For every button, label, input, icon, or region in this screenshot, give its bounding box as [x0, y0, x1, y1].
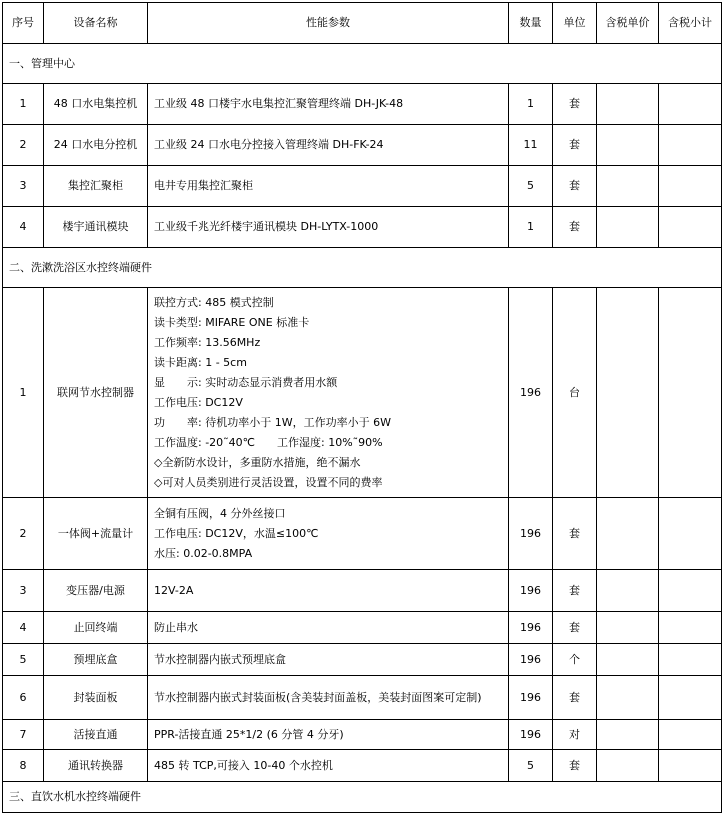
performance-params — [148, 84, 509, 125]
row-number: 2 — [3, 498, 44, 570]
subtotal-cell — [659, 644, 722, 676]
performance-params — [148, 570, 509, 612]
subtotal-cell — [659, 750, 722, 782]
performance-params — [148, 207, 509, 248]
unit: 套 — [553, 207, 597, 248]
performance-params — [148, 720, 509, 750]
unit-price-cell — [597, 288, 659, 498]
row-number: 6 — [3, 676, 44, 720]
subtotal-cell — [659, 207, 722, 248]
device-name: 楼宇通讯模块 — [44, 207, 148, 248]
subtotal-cell — [659, 166, 722, 207]
header-name: 设备名称 — [44, 3, 148, 44]
unit-price-cell — [597, 644, 659, 676]
param-line: 工业级千兆光纤楼宇通讯模块 DH-LYTX-1000 — [154, 220, 379, 233]
quantity: 196 — [509, 676, 553, 720]
subtotal-cell — [659, 676, 722, 720]
quantity: 196 — [509, 644, 553, 676]
table-row — [3, 676, 722, 720]
unit: 台 — [553, 288, 597, 498]
unit: 套 — [553, 166, 597, 207]
param-line: PPR-活接直通 25*1/2 (6 分管 4 分牙) — [154, 727, 344, 741]
table-row — [3, 612, 722, 644]
header-qty: 数量 — [509, 3, 553, 44]
device-name: 一体阀+流量计 — [44, 498, 148, 570]
unit-price-cell — [597, 498, 659, 570]
section-title: 一、管理中心 — [3, 44, 722, 84]
unit-price-cell — [597, 125, 659, 166]
header-params: 性能参数 — [148, 3, 509, 44]
row-number: 7 — [3, 720, 44, 750]
header-subtotal: 含税小计 — [659, 3, 722, 44]
param-line: 防止串水 — [154, 620, 198, 634]
table-row — [3, 720, 722, 750]
subtotal-cell — [659, 498, 722, 570]
performance-params — [148, 125, 509, 166]
table-row — [3, 498, 722, 570]
quantity: 5 — [509, 750, 553, 782]
section-row — [3, 44, 722, 84]
section-row — [3, 248, 722, 288]
table-row — [3, 750, 722, 782]
param-line: 读卡类型: MIFARE ONE 标准卡 — [154, 315, 310, 329]
table-body — [3, 3, 722, 813]
param-line: 显 示: 实时动态显示消费者用水额 — [154, 375, 338, 389]
unit-price-cell — [597, 207, 659, 248]
param-line: 节水控制器内嵌式预埋底盒 — [154, 652, 286, 666]
unit-price-cell — [597, 750, 659, 782]
param-line: ◇可对人员类别进行灵活设置，设置不同的费率 — [154, 475, 383, 489]
quantity: 5 — [509, 166, 553, 207]
param-line: 工业级 24 口水电分控接入管理终端 DH-FK-24 — [154, 138, 384, 151]
unit: 套 — [553, 498, 597, 570]
subtotal-cell — [659, 288, 722, 498]
row-number: 1 — [3, 288, 44, 498]
device-name: 封装面板 — [44, 676, 148, 720]
performance-params — [148, 612, 509, 644]
subtotal-cell — [659, 84, 722, 125]
unit: 套 — [553, 750, 597, 782]
device-name: 联网节水控制器 — [44, 288, 148, 498]
quantity: 196 — [509, 612, 553, 644]
unit-price-cell — [597, 166, 659, 207]
unit-price-cell — [597, 570, 659, 612]
device-name: 通讯转换器 — [44, 750, 148, 782]
header-price: 含税单价 — [597, 3, 659, 44]
table-row — [3, 166, 722, 207]
device-name: 集控汇聚柜 — [44, 166, 148, 207]
quantity: 1 — [509, 84, 553, 125]
subtotal-cell — [659, 125, 722, 166]
param-line: 节水控制器内嵌式封装面板(含美装封面盖板，美装封面图案可定制) — [154, 690, 482, 704]
param-line: 485 转 TCP,可接入 10-40 个水控机 — [154, 758, 333, 772]
device-name: 预埋底盒 — [44, 644, 148, 676]
unit: 对 — [553, 720, 597, 750]
device-name: 活接直通 — [44, 720, 148, 750]
table-row — [3, 288, 722, 498]
device-name: 24 口水电分控机 — [44, 125, 148, 166]
row-number: 4 — [3, 612, 44, 644]
param-line: 工作电压: DC12V — [154, 395, 243, 409]
section-row — [3, 782, 722, 813]
row-number: 8 — [3, 750, 44, 782]
unit-price-cell — [597, 84, 659, 125]
device-name: 变压器/电源 — [44, 570, 148, 612]
performance-params — [148, 288, 509, 498]
quantity: 196 — [509, 498, 553, 570]
param-line: 读卡距离: 1 - 5cm — [154, 355, 247, 369]
quantity: 1 — [509, 207, 553, 248]
performance-params — [148, 676, 509, 720]
row-number: 2 — [3, 125, 44, 166]
device-name: 止回终端 — [44, 612, 148, 644]
unit: 套 — [553, 676, 597, 720]
quantity: 196 — [509, 570, 553, 612]
subtotal-cell — [659, 720, 722, 750]
performance-params — [148, 750, 509, 782]
unit: 个 — [553, 644, 597, 676]
param-line: 全铜有压阀，4 分外丝接口 — [154, 506, 286, 520]
quantity: 196 — [509, 288, 553, 498]
header-row — [3, 3, 722, 44]
performance-params — [148, 644, 509, 676]
param-line: ◇全新防水设计，多重防水措施，绝不漏水 — [154, 455, 361, 469]
equipment-quote-table — [2, 2, 722, 813]
unit-price-cell — [597, 612, 659, 644]
table-row — [3, 644, 722, 676]
param-line: 工业级 48 口楼宇水电集控汇聚管理终端 DH-JK-48 — [154, 97, 404, 110]
param-line: 工作温度: -20˜40℃ 工作湿度: 10%˜90% — [154, 435, 383, 449]
section-title: 三、直饮水机水控终端硬件 — [3, 782, 722, 813]
unit-price-cell — [597, 720, 659, 750]
param-line: 功 率: 待机功率小于 1W，工作功率小于 6W — [154, 415, 391, 429]
section-title: 二、洗漱洗浴区水控终端硬件 — [3, 248, 722, 288]
header-unit: 单位 — [553, 3, 597, 44]
unit: 套 — [553, 612, 597, 644]
quantity: 196 — [509, 720, 553, 750]
performance-params — [148, 498, 509, 570]
row-number: 4 — [3, 207, 44, 248]
table-row — [3, 125, 722, 166]
param-line: 水压: 0.02-0.8MPA — [154, 546, 253, 560]
row-number: 1 — [3, 84, 44, 125]
param-line: 电井专用集控汇聚柜 — [154, 179, 253, 192]
param-line: 工作频率: 13.56MHz — [154, 335, 261, 349]
subtotal-cell — [659, 570, 722, 612]
subtotal-cell — [659, 612, 722, 644]
param-line: 联控方式: 485 模式控制 — [154, 295, 274, 309]
param-line: 12V-2A — [154, 583, 194, 597]
param-line: 工作电压: DC12V，水温≤100℃ — [154, 526, 319, 540]
header-no: 序号 — [3, 3, 44, 44]
unit: 套 — [553, 570, 597, 612]
table-row — [3, 207, 722, 248]
device-name: 48 口水电集控机 — [44, 84, 148, 125]
table-row — [3, 570, 722, 612]
unit: 套 — [553, 84, 597, 125]
unit: 套 — [553, 125, 597, 166]
row-number: 3 — [3, 570, 44, 612]
table-row — [3, 84, 722, 125]
row-number: 3 — [3, 166, 44, 207]
performance-params — [148, 166, 509, 207]
row-number: 5 — [3, 644, 44, 676]
unit-price-cell — [597, 676, 659, 720]
quantity: 11 — [509, 125, 553, 166]
